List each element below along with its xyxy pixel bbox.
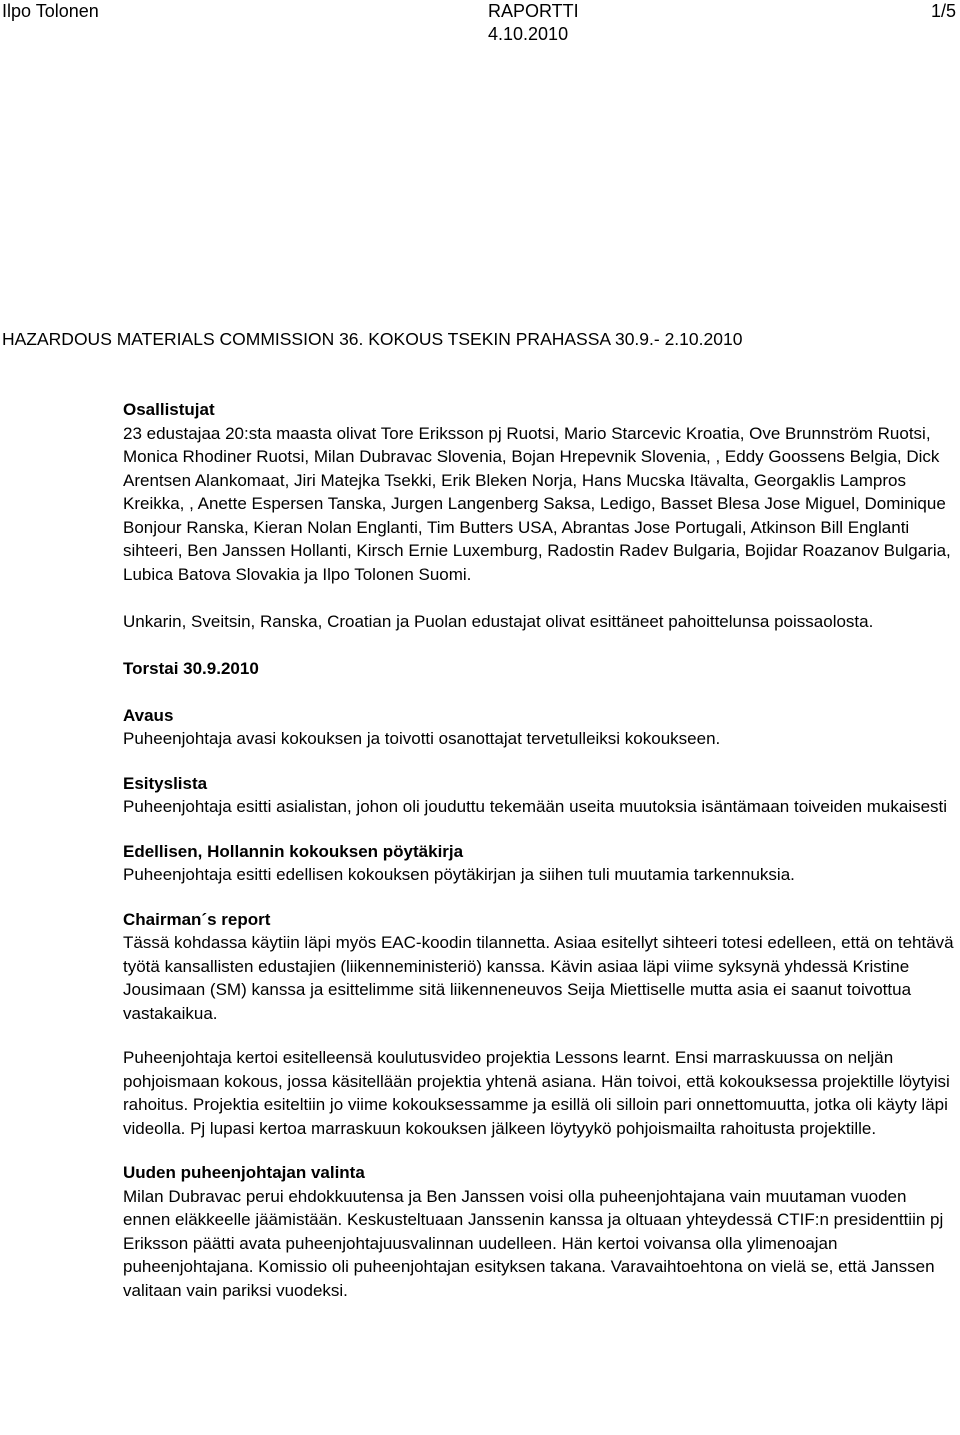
chairman-report-text-1: Tässä kohdassa käytiin läpi myös EAC-koodin tilannetta. Asiaa esitellyt sihteeri totesi edelleen, että on tehtävä työtä kansallisten edustajien (liikenneministeriö) kanssa. Kävin asiaa läpi viime syksynä yhdessä Kristine Jousimaan (SM) kanssa ja esittelimme sitä liikenneneuvos Seija Miettiselle mutta asia ei saanut toivottua vastakaikua. <box>123 933 954 1023</box>
header-page-number: 1/5 <box>931 1 957 21</box>
absence-text: Unkarin, Sveitsin, Ranska, Croatian ja Puolan edustajat olivat esittäneet pahoittelunsa poissaolosta. <box>123 611 874 631</box>
header-author: Ilpo Tolonen <box>2 1 99 21</box>
header-doc-info <box>488 0 579 48</box>
opening-text: Puheenjohtaja avasi kokouksen ja toivotti osanottajat tervetulleiksi kokoukseen. <box>123 729 721 748</box>
document-title: HAZARDOUS MATERIALS COMMISSION 36. KOKOUS TSEKIN PRAHASSA 30.9.- 2.10.2010 <box>2 329 743 349</box>
agenda-heading: Esityslista <box>123 773 208 793</box>
previous-minutes-text: Puheenjohtaja esitti edellisen kokouksen pöytäkirjan ja siihen tuli muutamia tarkennuksia. <box>123 865 795 884</box>
previous-minutes-heading: Edellisen, Hollannin kokouksen pöytäkirja <box>123 841 464 861</box>
participants-heading: Osallistujat <box>123 400 215 419</box>
new-chair-text: Milan Dubravac perui ehdokkuutensa ja Ben Janssen voisi olla puheenjohtajana vain muutaman vuoden ennen eläkkeelle jäämistään. Keskusteltuaan Janssenin kanssa ja oltuaan yhteydessä CTIF:n presidenttiin pj Eriksson päätti avata puheenjohtajuusvalinnan uudelleen. Hän kertoi voivansa olla ylimenoajan puheenjohtajana. Komissio oli puheenjohtajan esityksen takana. Varavaihtoehtona on vielä se, että Janssen valitaan vain pariksi vuodeksi. <box>123 1186 944 1300</box>
header-doc-type: RAPORTTI <box>488 1 579 21</box>
day-heading: Torstai 30.9.2010 <box>123 658 259 678</box>
chairman-report-text-2: Puheenjohtaja kertoi esitelleensä koulutusvideo projektia Lessons learnt. Ensi marraskuussa on neljän pohjoismaan kokous, jossa käsitellään projektia yhtenä asiana. Hän toivoi, että kokouksessa projektille löytyisi rahoitus. Projektia esiteltiin jo viime kokouksessamme ja esillä oli silloin pari onnettomuutta, jotka oli käyty läpi videolla. Pj lupasi kertoa marraskuun kokouksen jälkeen löytyykö pohjoismailta rahoitusta projektille. <box>123 1048 950 1138</box>
opening-heading: Avaus <box>123 705 174 725</box>
participants-text: 23 edustajaa 20:sta maasta olivat Tore Eriksson pj Ruotsi, Mario Starcevic Kroatia, Ove Brunnström Ruotsi, Monica Rhodiner Ruotsi, Milan Dubravac Slovenia, Bojan Hrepevnik Slovenia, , Eddy Goossens Belgia, Dick Arentsen Alankomaat, Jiri Matejka Tsekki, Erik Bleken Norja, Hans Mucska Itävalta, Georgaklis Lampros Kreikka, , Anette Espersen Tanska, Jurgen Langenberg Saksa, Ledigo, Basset Blesa Jose Miguel, Dominique Bonjour Ranska, Kieran Nolan Englanti, Tim Butters USA, Abrantas Jose Portugali, Atkinson Bill Englanti sihteeri, Ben Janssen Hollanti, Kirsch Ernie Luxemburg, Radostin Radev Bulgaria, Bojidar Roazanov Bulgaria, Lubica Batova Slovakia ja Ilpo Tolonen Suomi. <box>123 423 951 584</box>
chairman-report-heading: Chairman´s report <box>123 909 271 929</box>
new-chair-heading: Uuden puheenjohtajan valinta <box>123 1163 365 1182</box>
document-body <box>123 398 955 1302</box>
agenda-text: Puheenjohtaja esitti asialistan, johon oli jouduttu tekemään useita muutoksia isäntämaan toiveiden mukaisesti <box>123 797 948 816</box>
header-date: 4.10.2010 <box>488 24 569 44</box>
